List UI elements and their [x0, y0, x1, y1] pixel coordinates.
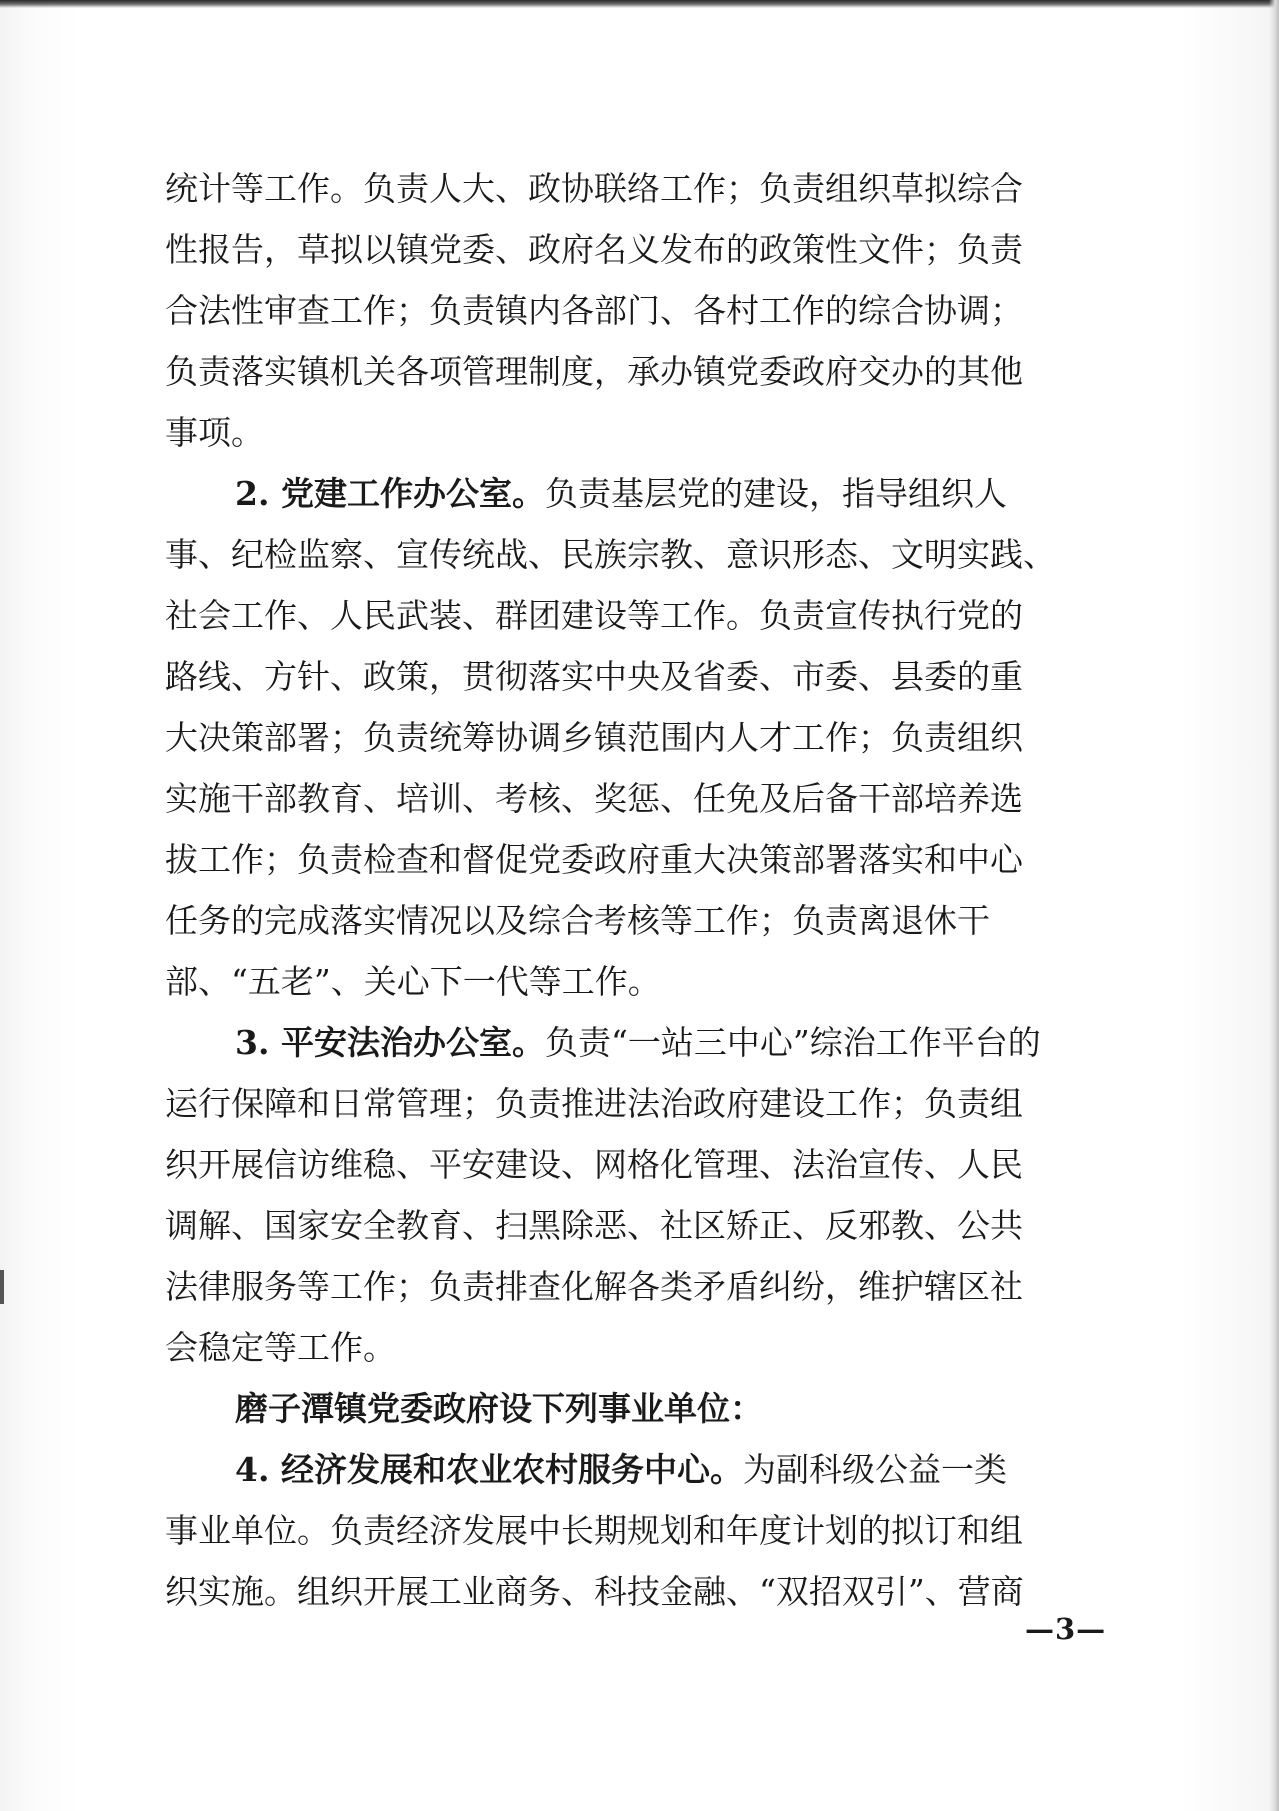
line-text: 拔工作；负责检查和督促党委政府重大决策部署落实和中心 — [165, 840, 1023, 879]
section-heading: 磨子潭镇党委政府设下列事业单位： — [235, 1389, 763, 1428]
text-line — [165, 1561, 1105, 1622]
line-text: 运行保障和日常管理；负责推进法治政府建设工作；负责组 — [165, 1084, 1023, 1123]
line-text: 大决策部署；负责统筹协调乡镇范围内人才工作；负责组织 — [165, 718, 1023, 757]
text-line — [165, 707, 1105, 768]
scan-top-edge — [0, 0, 1279, 8]
text-line — [165, 768, 1105, 829]
line-text: 任务的完成落实情况以及综合考核等工作；负责离退休干 — [165, 901, 990, 940]
body-text — [165, 158, 1105, 1622]
text-line — [165, 524, 1105, 585]
line-text: 为副科级公益一类 — [742, 1450, 1007, 1489]
section-heading-line — [165, 463, 1105, 524]
line-text: 法律服务等工作；负责排查化解各类矛盾纠纷，维护辖区社 — [165, 1267, 1023, 1306]
line-text: 织开展信访维稳、平安建设、网格化管理、法治宣传、人民 — [165, 1145, 1023, 1184]
text-line — [165, 646, 1105, 707]
text-line — [165, 280, 1105, 341]
scan-binding-mark — [0, 1270, 4, 1304]
text-line — [165, 829, 1105, 890]
section-heading-line — [165, 1378, 1105, 1439]
section-heading: 4. 经济发展和农业农村服务中心。 — [235, 1450, 743, 1489]
text-line — [165, 1317, 1105, 1378]
line-text: 性报告，草拟以镇党委、政府名义发布的政策性文件；负责 — [165, 230, 1023, 269]
line-text: 负责落实镇机关各项管理制度，承办镇党委政府交办的其他 — [165, 352, 1023, 391]
scan-right-edge — [1269, 0, 1279, 1811]
text-line — [165, 585, 1105, 646]
section-heading-line — [165, 1012, 1105, 1073]
text-line — [165, 402, 1105, 463]
text-line — [165, 1195, 1105, 1256]
line-text: 部、“五老”、关心下一代等工作。 — [165, 962, 661, 1001]
text-line — [165, 890, 1105, 951]
line-text: 路线、方针、政策，贯彻落实中央及省委、市委、县委的重 — [165, 657, 1023, 696]
text-line — [165, 1073, 1105, 1134]
text-line — [165, 341, 1105, 402]
line-text: 调解、国家安全教育、扫黑除恶、社区矫正、反邪教、公共 — [165, 1206, 1023, 1245]
line-text: 事项。 — [165, 413, 264, 452]
line-text: 织实施。组织开展工业商务、科技金融、“双招双引”、营商 — [165, 1572, 1024, 1611]
line-text: 会稳定等工作。 — [165, 1328, 396, 1367]
line-text: 负责“一站三中心”综治工作平台的 — [544, 1023, 1041, 1062]
text-line — [165, 1500, 1105, 1561]
text-line — [165, 158, 1105, 219]
line-text: 负责基层党的建设，指导组织人 — [544, 474, 1007, 513]
text-line — [165, 1134, 1105, 1195]
text-line — [165, 1256, 1105, 1317]
line-text: 事、纪检监察、宣传统战、民族宗教、意识形态、文明实践、 — [165, 535, 1056, 574]
line-text: 事业单位。负责经济发展中长期规划和年度计划的拟订和组 — [165, 1511, 1023, 1550]
line-text: 合法性审查工作；负责镇内各部门、各村工作的综合协调； — [165, 291, 1023, 330]
line-text: 社会工作、人民武装、群团建设等工作。负责宣传执行党的 — [165, 596, 1023, 635]
text-line — [165, 951, 1105, 1012]
section-heading: 2. 党建工作办公室。 — [235, 474, 545, 513]
section-heading: 3. 平安法治办公室。 — [235, 1023, 545, 1062]
line-text: 实施干部教育、培训、考核、奖惩、任免及后备干部培养选 — [165, 779, 1023, 818]
page-number: —3— — [1025, 1612, 1107, 1646]
text-line — [165, 219, 1105, 280]
line-text: 统计等工作。负责人大、政协联络工作；负责组织草拟综合 — [165, 169, 1023, 208]
section-heading-line — [165, 1439, 1105, 1500]
